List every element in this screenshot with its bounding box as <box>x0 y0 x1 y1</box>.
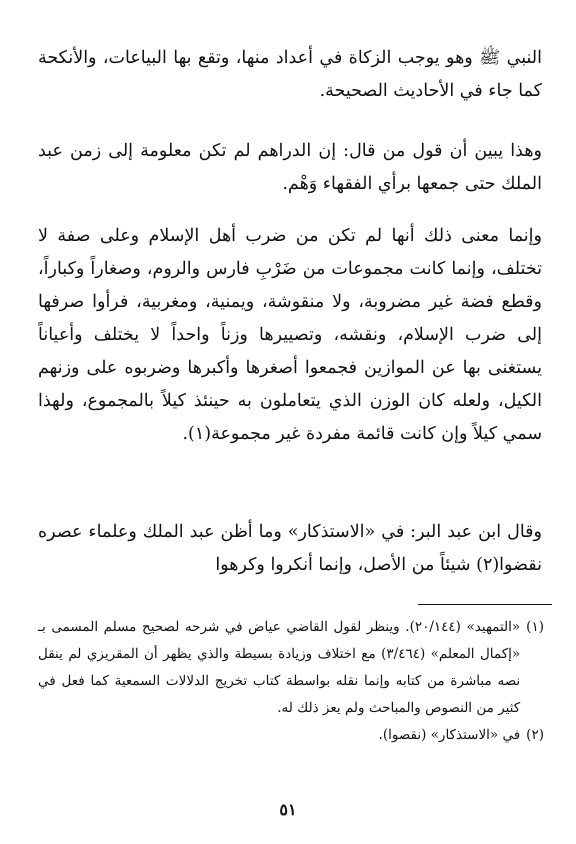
footnote-text: «التمهيد» (٢٠/١٤٤). وينظر لقول القاضي عياض في شرحه لصحيح مسلم المسمى بـ «إكمال المعلم» (٣/٤٦٤) مع اختلاف وزيادة بسيطة والذي يظهر أن المقريزي لم ينقل نصه مباشرة من كتابه وإنما نقله بواسطة كتاب تخريج الدلالات السمعية كما فعل في كثير من النصوص والمباحث ولم يعز ذلك له. <box>38 619 521 716</box>
paragraph-3: وإنما معنى ذلك أنها لم تكن من ضرب أهل الإسلام وعلى صفة لا تختلف، وإنما كانت مجموعات من ضَرْبِ فارس والروم، وصغاراً وكباراً، وقطع فضة غير مضروبة، ولا منقوشة، ويمنية، ومغربية، فرأوا صرفها إلى ضرب الإسلام، ونقشه، وتصييرها وزناً واحداً لا يختلف وأعياناً يستغنى بها عن الموازين فجمعوا أصغرها وأكبرها وضربوه على وزنهم الكيل، ولعله كان الوزن الذي يتعاملون به حينئذ كيلاً بالمجموع، ولهذا سمي كيلاً وإن كانت قائمة مفردة غير مجموعة(١). <box>38 226 542 444</box>
footnote-divider <box>418 604 552 605</box>
paragraph-4: وقال ابن عبد البر: في «الاستذكار» وما أظن عبد الملك وعلماء عصره نقضوا(٢) شيئاً من الأصل، وإنما أنكروا وكرهوا <box>38 522 542 575</box>
footnote-text: في «الاستذكار» (نقصوا). <box>378 727 521 743</box>
footnote-number: (٢) <box>526 727 544 743</box>
paragraph-2: وهذا يبين أن قول من قال: إن الدراهم لم تكن معلومة إلى زمن عبد الملك حتى جمعها برأي الفقهاء وَهْم. <box>38 141 542 194</box>
paragraph-1: النبي ﷺ وهو يوجب الزكاة في أعداد منها، وتقع بها البياعات، والأنكحة كما جاء في الأحاديث الصحيحة. <box>38 48 542 101</box>
page-number: ٥١ <box>279 800 297 819</box>
footnotes <box>38 614 544 749</box>
footnote-2 <box>38 722 544 749</box>
footnote-1 <box>38 614 544 722</box>
footnote-number: (١) <box>526 619 544 635</box>
